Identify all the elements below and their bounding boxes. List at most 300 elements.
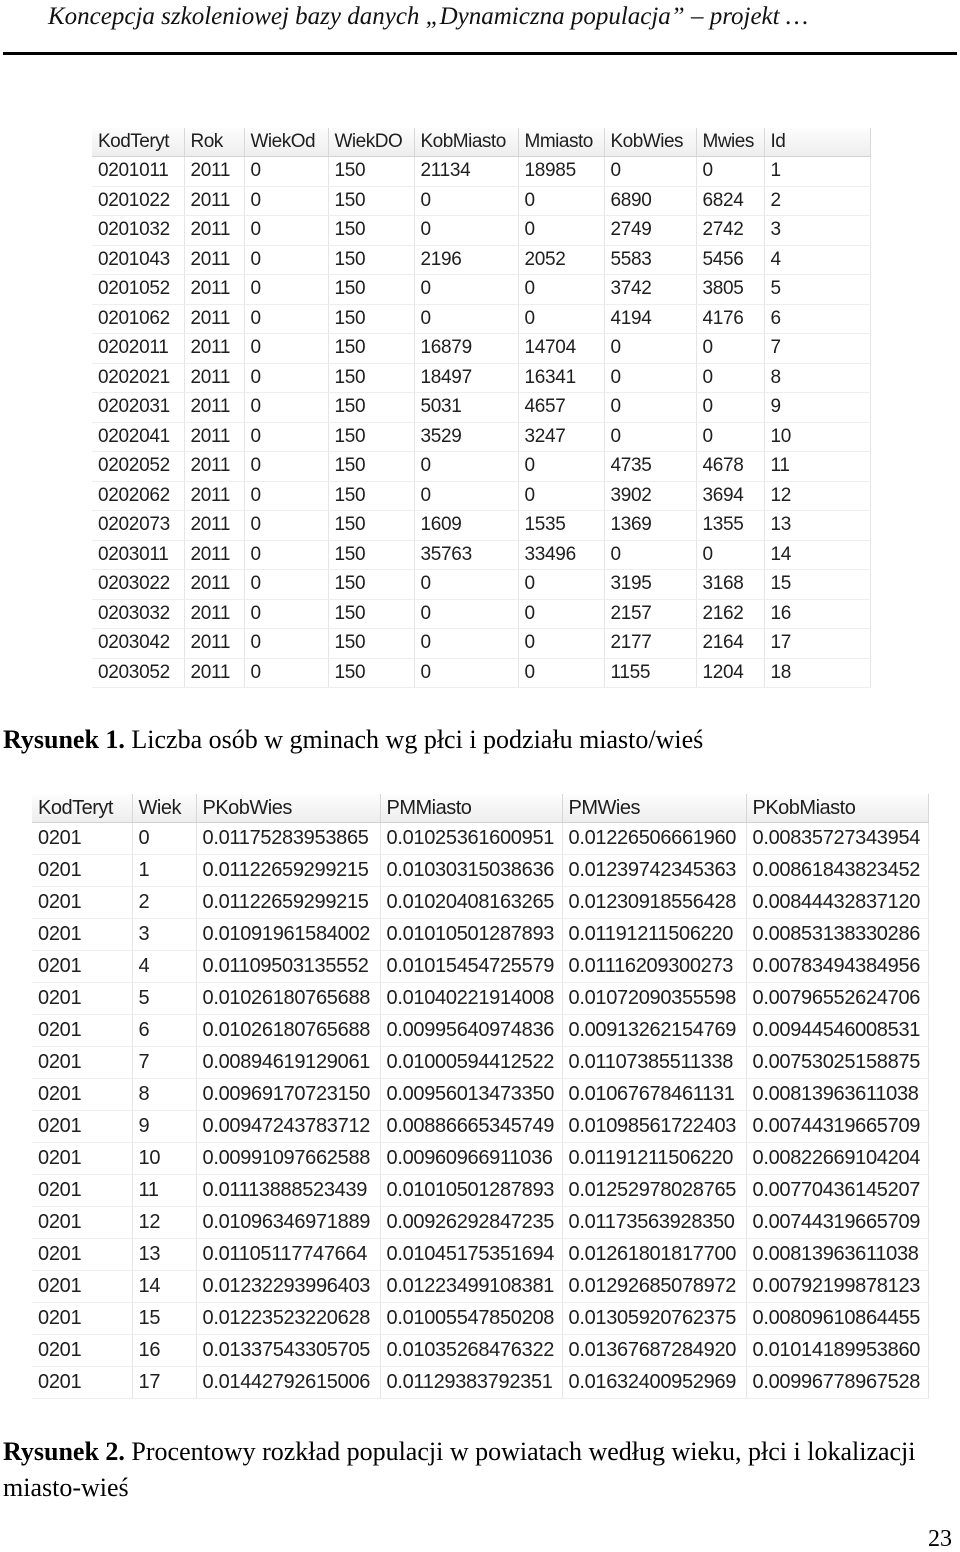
table-cell[interactable]: 0.00853138330286 xyxy=(746,919,928,951)
table-cell[interactable]: 0 xyxy=(604,540,696,570)
table-cell[interactable]: 0 xyxy=(604,393,696,423)
table-cell[interactable]: 0.01010501287893 xyxy=(380,919,562,951)
table-cell[interactable]: 0 xyxy=(518,599,604,629)
table-cell[interactable]: 0.00744319665709 xyxy=(746,1111,928,1143)
table-cell[interactable]: 0 xyxy=(696,363,764,393)
table-row[interactable] xyxy=(32,919,928,951)
table-cell[interactable]: 0.00822669104204 xyxy=(746,1143,928,1175)
table-cell[interactable]: 150 xyxy=(328,629,414,659)
table-cell[interactable]: 0.01129383792351 xyxy=(380,1367,562,1399)
table-cell[interactable]: 3247 xyxy=(518,422,604,452)
table-row[interactable] xyxy=(92,216,870,246)
table-cell[interactable]: 0 xyxy=(414,629,518,659)
table-cell[interactable]: 0 xyxy=(244,334,328,364)
table-cell[interactable]: 0.01045175351694 xyxy=(380,1239,562,1271)
table-cell[interactable]: 0202031 xyxy=(92,393,184,423)
table-cell[interactable]: 0.00926292847235 xyxy=(380,1207,562,1239)
table-cell[interactable]: 16 xyxy=(764,599,870,629)
table-cell[interactable]: 0 xyxy=(518,570,604,600)
table-cell[interactable]: 0 xyxy=(414,452,518,482)
table-cell[interactable]: 6824 xyxy=(696,186,764,216)
table-cell[interactable]: 17 xyxy=(764,629,870,659)
table-cell[interactable]: 2011 xyxy=(184,422,244,452)
table-cell[interactable]: 0201 xyxy=(32,919,132,951)
table-row[interactable] xyxy=(32,1047,928,1079)
table-cell[interactable]: 0.01239742345363 xyxy=(562,855,746,887)
table-row[interactable] xyxy=(92,334,870,364)
table-cell[interactable]: 0202021 xyxy=(92,363,184,393)
table-cell[interactable]: 4194 xyxy=(604,304,696,334)
table-cell[interactable]: 150 xyxy=(328,599,414,629)
table-cell[interactable]: 0.01367687284920 xyxy=(562,1335,746,1367)
table-cell[interactable]: 150 xyxy=(328,363,414,393)
table-cell[interactable]: 3168 xyxy=(696,570,764,600)
table-cell[interactable]: 18 xyxy=(764,658,870,688)
table-cell[interactable]: 0 xyxy=(604,422,696,452)
table-cell[interactable]: 0 xyxy=(244,304,328,334)
table-cell[interactable]: 18985 xyxy=(518,157,604,187)
table-cell[interactable]: 150 xyxy=(328,540,414,570)
column-header[interactable]: KobWies xyxy=(604,128,696,157)
table-cell[interactable]: 0.01226506661960 xyxy=(562,823,746,855)
table-cell[interactable]: 0.01232293996403 xyxy=(196,1271,380,1303)
table-cell[interactable]: 0 xyxy=(518,481,604,511)
table-cell[interactable]: 9 xyxy=(764,393,870,423)
table-cell[interactable]: 0.00913262154769 xyxy=(562,1015,746,1047)
table-cell[interactable]: 150 xyxy=(328,393,414,423)
table-cell[interactable]: 0 xyxy=(244,599,328,629)
table-cell[interactable]: 0 xyxy=(696,540,764,570)
table-cell[interactable]: 10 xyxy=(764,422,870,452)
table-cell[interactable]: 0201 xyxy=(32,1271,132,1303)
table-cell[interactable]: 2011 xyxy=(184,157,244,187)
table-cell[interactable]: 0201 xyxy=(32,1335,132,1367)
column-header[interactable]: WiekOd xyxy=(244,128,328,157)
table-cell[interactable]: 0202041 xyxy=(92,422,184,452)
table-cell[interactable]: 0.01000594412522 xyxy=(380,1047,562,1079)
table-cell[interactable]: 0.00813963611038 xyxy=(746,1239,928,1271)
table-cell[interactable]: 0201043 xyxy=(92,245,184,275)
table-row[interactable] xyxy=(32,1079,928,1111)
table-cell[interactable]: 4 xyxy=(132,951,196,983)
table-row[interactable] xyxy=(92,186,870,216)
table-row[interactable] xyxy=(32,1175,928,1207)
table-cell[interactable]: 5031 xyxy=(414,393,518,423)
table-cell[interactable]: 14704 xyxy=(518,334,604,364)
table-cell[interactable]: 0.01223523220628 xyxy=(196,1303,380,1335)
table-cell[interactable]: 0.01026180765688 xyxy=(196,983,380,1015)
table-cell[interactable]: 0 xyxy=(244,540,328,570)
table-cell[interactable]: 0 xyxy=(696,157,764,187)
table-row[interactable] xyxy=(32,855,928,887)
table-cell[interactable]: 4735 xyxy=(604,452,696,482)
table-row[interactable] xyxy=(92,570,870,600)
table-cell[interactable]: 0.01010501287893 xyxy=(380,1175,562,1207)
table-cell[interactable]: 12 xyxy=(764,481,870,511)
table-cell[interactable]: 3 xyxy=(764,216,870,246)
table-cell[interactable]: 2011 xyxy=(184,216,244,246)
table-cell[interactable]: 6890 xyxy=(604,186,696,216)
table-cell[interactable]: 5456 xyxy=(696,245,764,275)
table-cell[interactable]: 0.00944546008531 xyxy=(746,1015,928,1047)
table-cell[interactable]: 5583 xyxy=(604,245,696,275)
table-cell[interactable]: 6 xyxy=(132,1015,196,1047)
table-cell[interactable]: 0.01116209300273 xyxy=(562,951,746,983)
table-cell[interactable]: 2011 xyxy=(184,363,244,393)
table-cell[interactable]: 0.01040221914008 xyxy=(380,983,562,1015)
table-cell[interactable]: 3195 xyxy=(604,570,696,600)
table-cell[interactable]: 10 xyxy=(132,1143,196,1175)
column-header[interactable]: WiekDO xyxy=(328,128,414,157)
table-cell[interactable]: 0 xyxy=(244,481,328,511)
table-row[interactable] xyxy=(92,511,870,541)
table-cell[interactable]: 3694 xyxy=(696,481,764,511)
table-cell[interactable]: 0.00809610864455 xyxy=(746,1303,928,1335)
table-cell[interactable]: 15 xyxy=(764,570,870,600)
table-cell[interactable]: 0201 xyxy=(32,823,132,855)
table-cell[interactable]: 0203032 xyxy=(92,599,184,629)
table-cell[interactable]: 0201032 xyxy=(92,216,184,246)
table-cell[interactable]: 0.00792199878123 xyxy=(746,1271,928,1303)
table-cell[interactable]: 8 xyxy=(132,1079,196,1111)
table-cell[interactable]: 16879 xyxy=(414,334,518,364)
table-cell[interactable]: 0 xyxy=(518,275,604,305)
table-cell[interactable]: 2157 xyxy=(604,599,696,629)
table-cell[interactable]: 2011 xyxy=(184,658,244,688)
table-cell[interactable]: 0 xyxy=(518,304,604,334)
table-cell[interactable]: 2011 xyxy=(184,452,244,482)
table-row[interactable] xyxy=(32,1367,928,1399)
table-cell[interactable]: 0.01442792615006 xyxy=(196,1367,380,1399)
table-cell[interactable]: 0.01030315038636 xyxy=(380,855,562,887)
table-row[interactable] xyxy=(32,1271,928,1303)
table-row[interactable] xyxy=(32,1239,928,1271)
table-cell[interactable]: 150 xyxy=(328,275,414,305)
table-row[interactable] xyxy=(32,1143,928,1175)
table-cell[interactable]: 18497 xyxy=(414,363,518,393)
table-cell[interactable]: 0202011 xyxy=(92,334,184,364)
table-cell[interactable]: 2164 xyxy=(696,629,764,659)
table-cell[interactable]: 0203052 xyxy=(92,658,184,688)
table-cell[interactable]: 2011 xyxy=(184,599,244,629)
table-cell[interactable]: 150 xyxy=(328,304,414,334)
column-header[interactable]: KodTeryt xyxy=(92,128,184,157)
table-cell[interactable]: 0.00753025158875 xyxy=(746,1047,928,1079)
table-cell[interactable]: 2011 xyxy=(184,186,244,216)
table-cell[interactable]: 15 xyxy=(132,1303,196,1335)
table-cell[interactable]: 0 xyxy=(414,599,518,629)
table-cell[interactable]: 0 xyxy=(244,245,328,275)
table-cell[interactable]: 0.01261801817700 xyxy=(562,1239,746,1271)
table-cell[interactable]: 0 xyxy=(696,393,764,423)
table-cell[interactable]: 0.00861843823452 xyxy=(746,855,928,887)
table-row[interactable] xyxy=(32,1111,928,1143)
table-cell[interactable]: 0203011 xyxy=(92,540,184,570)
table-cell[interactable]: 0.00996778967528 xyxy=(746,1367,928,1399)
table-cell[interactable]: 0201 xyxy=(32,983,132,1015)
table-row[interactable] xyxy=(92,629,870,659)
table-cell[interactable]: 0.01096346971889 xyxy=(196,1207,380,1239)
table-cell[interactable]: 0.01107385511338 xyxy=(562,1047,746,1079)
table-cell[interactable]: 0.01035268476322 xyxy=(380,1335,562,1367)
table-cell[interactable]: 0201 xyxy=(32,1111,132,1143)
table-cell[interactable]: 0.01015454725579 xyxy=(380,951,562,983)
table-cell[interactable]: 0 xyxy=(518,658,604,688)
table-cell[interactable]: 0 xyxy=(414,481,518,511)
table-cell[interactable]: 2177 xyxy=(604,629,696,659)
table-cell[interactable]: 0 xyxy=(414,275,518,305)
table-cell[interactable]: 0 xyxy=(518,216,604,246)
table-cell[interactable]: 0.01632400952969 xyxy=(562,1367,746,1399)
table-cell[interactable]: 2011 xyxy=(184,304,244,334)
table-cell[interactable]: 12 xyxy=(132,1207,196,1239)
table-cell[interactable]: 0.00969170723150 xyxy=(196,1079,380,1111)
table-cell[interactable]: 0.01014189953860 xyxy=(746,1335,928,1367)
table-cell[interactable]: 13 xyxy=(132,1239,196,1271)
table-cell[interactable]: 0201052 xyxy=(92,275,184,305)
table-cell[interactable]: 0 xyxy=(244,275,328,305)
table-cell[interactable]: 0 xyxy=(604,157,696,187)
table-cell[interactable]: 0201 xyxy=(32,1079,132,1111)
table-cell[interactable]: 0 xyxy=(244,186,328,216)
table-cell[interactable]: 150 xyxy=(328,570,414,600)
table-cell[interactable]: 150 xyxy=(328,511,414,541)
table-cell[interactable]: 0.00813963611038 xyxy=(746,1079,928,1111)
table-cell[interactable]: 0201 xyxy=(32,1239,132,1271)
table-cell[interactable]: 150 xyxy=(328,452,414,482)
table-cell[interactable]: 0.00947243783712 xyxy=(196,1111,380,1143)
table-cell[interactable]: 0.00995640974836 xyxy=(380,1015,562,1047)
table-cell[interactable]: 0.01067678461131 xyxy=(562,1079,746,1111)
table-cell[interactable]: 0 xyxy=(244,570,328,600)
table-cell[interactable]: 0.00744319665709 xyxy=(746,1207,928,1239)
table-row[interactable] xyxy=(92,452,870,482)
table-cell[interactable]: 0 xyxy=(696,422,764,452)
table-cell[interactable]: 0.01122659299215 xyxy=(196,855,380,887)
table-cell[interactable]: 0.01292685078972 xyxy=(562,1271,746,1303)
table-cell[interactable]: 0 xyxy=(244,452,328,482)
table-cell[interactable]: 0.00796552624706 xyxy=(746,983,928,1015)
table-cell[interactable]: 2196 xyxy=(414,245,518,275)
table-row[interactable] xyxy=(32,951,928,983)
table-cell[interactable]: 150 xyxy=(328,658,414,688)
table-cell[interactable]: 0201 xyxy=(32,1303,132,1335)
table-row[interactable] xyxy=(92,540,870,570)
column-header[interactable]: PKobWies xyxy=(196,794,380,823)
table-cell[interactable]: 2742 xyxy=(696,216,764,246)
table-cell[interactable]: 0 xyxy=(244,658,328,688)
table-cell[interactable]: 0 xyxy=(518,186,604,216)
column-header[interactable]: Mwies xyxy=(696,128,764,157)
table-cell[interactable]: 0.01230918556428 xyxy=(562,887,746,919)
table-cell[interactable]: 0 xyxy=(132,823,196,855)
table-cell[interactable]: 0 xyxy=(244,393,328,423)
table-row[interactable] xyxy=(92,363,870,393)
table-cell[interactable]: 0202052 xyxy=(92,452,184,482)
table-cell[interactable]: 0.00835727343954 xyxy=(746,823,928,855)
table-cell[interactable]: 0201 xyxy=(32,887,132,919)
column-header[interactable]: Rok xyxy=(184,128,244,157)
table-row[interactable] xyxy=(92,422,870,452)
table-cell[interactable]: 0201 xyxy=(32,1367,132,1399)
table-cell[interactable]: 13 xyxy=(764,511,870,541)
table-row[interactable] xyxy=(92,658,870,688)
table-cell[interactable]: 0 xyxy=(414,186,518,216)
table-cell[interactable]: 0.01191211506220 xyxy=(562,1143,746,1175)
table-cell[interactable]: 1355 xyxy=(696,511,764,541)
table-row[interactable] xyxy=(92,481,870,511)
table-cell[interactable]: 0.01305920762375 xyxy=(562,1303,746,1335)
table-cell[interactable]: 0.01175283953865 xyxy=(196,823,380,855)
table-cell[interactable]: 11 xyxy=(764,452,870,482)
table-cell[interactable]: 8 xyxy=(764,363,870,393)
table-cell[interactable]: 4657 xyxy=(518,393,604,423)
table-cell[interactable]: 150 xyxy=(328,245,414,275)
table-cell[interactable]: 0.01191211506220 xyxy=(562,919,746,951)
table-cell[interactable]: 2052 xyxy=(518,245,604,275)
table-cell[interactable]: 2011 xyxy=(184,629,244,659)
table-cell[interactable]: 0201 xyxy=(32,855,132,887)
table-cell[interactable]: 4176 xyxy=(696,304,764,334)
table-cell[interactable]: 1609 xyxy=(414,511,518,541)
table-cell[interactable]: 0203042 xyxy=(92,629,184,659)
table-cell[interactable]: 0 xyxy=(244,157,328,187)
table-cell[interactable]: 0201022 xyxy=(92,186,184,216)
table-cell[interactable]: 0.01122659299215 xyxy=(196,887,380,919)
table-cell[interactable]: 1 xyxy=(132,855,196,887)
table-cell[interactable]: 0.00894619129061 xyxy=(196,1047,380,1079)
table-cell[interactable]: 0.01026180765688 xyxy=(196,1015,380,1047)
table-cell[interactable]: 0 xyxy=(414,216,518,246)
table-row[interactable] xyxy=(92,275,870,305)
table-cell[interactable]: 0 xyxy=(244,363,328,393)
table-cell[interactable]: 0201011 xyxy=(92,157,184,187)
table-cell[interactable]: 0.01223499108381 xyxy=(380,1271,562,1303)
table-cell[interactable]: 0.01072090355598 xyxy=(562,983,746,1015)
column-header[interactable]: Wiek xyxy=(132,794,196,823)
column-header[interactable]: PMWies xyxy=(562,794,746,823)
column-header[interactable]: PKobMiasto xyxy=(746,794,928,823)
table-row[interactable] xyxy=(92,599,870,629)
table-cell[interactable]: 35763 xyxy=(414,540,518,570)
table-cell[interactable]: 0.01113888523439 xyxy=(196,1175,380,1207)
table-cell[interactable]: 1 xyxy=(764,157,870,187)
table-cell[interactable]: 0203022 xyxy=(92,570,184,600)
table-cell[interactable]: 150 xyxy=(328,157,414,187)
table-cell[interactable]: 9 xyxy=(132,1111,196,1143)
table-cell[interactable]: 14 xyxy=(132,1271,196,1303)
table-cell[interactable]: 150 xyxy=(328,186,414,216)
table-cell[interactable]: 3902 xyxy=(604,481,696,511)
table-cell[interactable]: 3805 xyxy=(696,275,764,305)
table-cell[interactable]: 2011 xyxy=(184,393,244,423)
table-row[interactable] xyxy=(32,1335,928,1367)
table-cell[interactable]: 1369 xyxy=(604,511,696,541)
table-row[interactable] xyxy=(32,1207,928,1239)
table-row[interactable] xyxy=(32,983,928,1015)
table-row[interactable] xyxy=(32,1015,928,1047)
table-row[interactable] xyxy=(32,887,928,919)
table-cell[interactable]: 0 xyxy=(604,334,696,364)
table-cell[interactable]: 0.00783494384956 xyxy=(746,951,928,983)
table-cell[interactable]: 150 xyxy=(328,216,414,246)
table-cell[interactable]: 2 xyxy=(132,887,196,919)
table-cell[interactable]: 0.01098561722403 xyxy=(562,1111,746,1143)
table-cell[interactable]: 0201 xyxy=(32,1175,132,1207)
table-cell[interactable]: 0.00886665345749 xyxy=(380,1111,562,1143)
table-cell[interactable]: 2162 xyxy=(696,599,764,629)
table-cell[interactable]: 0 xyxy=(518,629,604,659)
table-cell[interactable]: 0 xyxy=(414,570,518,600)
table-cell[interactable]: 14 xyxy=(764,540,870,570)
table-cell[interactable]: 2011 xyxy=(184,540,244,570)
table-cell[interactable]: 2011 xyxy=(184,245,244,275)
table-cell[interactable]: 0 xyxy=(244,422,328,452)
table-cell[interactable]: 1155 xyxy=(604,658,696,688)
table-cell[interactable]: 0 xyxy=(244,629,328,659)
table-cell[interactable]: 150 xyxy=(328,481,414,511)
column-header[interactable]: Id xyxy=(764,128,870,157)
table-cell[interactable]: 6 xyxy=(764,304,870,334)
table-cell[interactable]: 3 xyxy=(132,919,196,951)
table-cell[interactable]: 4 xyxy=(764,245,870,275)
table-cell[interactable]: 2011 xyxy=(184,481,244,511)
table-row[interactable] xyxy=(32,1303,928,1335)
column-header[interactable]: KobMiasto xyxy=(414,128,518,157)
table-cell[interactable]: 33496 xyxy=(518,540,604,570)
table-cell[interactable]: 0.00991097662588 xyxy=(196,1143,380,1175)
table-cell[interactable]: 3742 xyxy=(604,275,696,305)
table-cell[interactable]: 0.01337543305705 xyxy=(196,1335,380,1367)
table-cell[interactable]: 2011 xyxy=(184,511,244,541)
table-cell[interactable]: 0201 xyxy=(32,1015,132,1047)
table-cell[interactable]: 3529 xyxy=(414,422,518,452)
table-cell[interactable]: 0.01025361600951 xyxy=(380,823,562,855)
table-cell[interactable]: 16 xyxy=(132,1335,196,1367)
table-cell[interactable]: 0 xyxy=(244,216,328,246)
table-cell[interactable]: 21134 xyxy=(414,157,518,187)
column-header[interactable]: KodTeryt xyxy=(32,794,132,823)
table-cell[interactable]: 5 xyxy=(132,983,196,1015)
table-cell[interactable]: 0 xyxy=(414,304,518,334)
table-row[interactable] xyxy=(92,157,870,187)
table-cell[interactable]: 0.01109503135552 xyxy=(196,951,380,983)
table-row[interactable] xyxy=(92,304,870,334)
table-cell[interactable]: 0.01005547850208 xyxy=(380,1303,562,1335)
table-row[interactable] xyxy=(92,393,870,423)
table-cell[interactable]: 1204 xyxy=(696,658,764,688)
table-cell[interactable]: 0.01252978028765 xyxy=(562,1175,746,1207)
table-cell[interactable]: 0201 xyxy=(32,1207,132,1239)
table-cell[interactable]: 0 xyxy=(518,452,604,482)
table-cell[interactable]: 2011 xyxy=(184,334,244,364)
table-cell[interactable]: 150 xyxy=(328,422,414,452)
table-cell[interactable]: 0201062 xyxy=(92,304,184,334)
table-row[interactable] xyxy=(92,245,870,275)
table-cell[interactable]: 16341 xyxy=(518,363,604,393)
table-cell[interactable]: 0.00844432837120 xyxy=(746,887,928,919)
table-cell[interactable]: 17 xyxy=(132,1367,196,1399)
table-cell[interactable]: 0.01173563928350 xyxy=(562,1207,746,1239)
table-cell[interactable]: 0202073 xyxy=(92,511,184,541)
table-cell[interactable]: 2011 xyxy=(184,570,244,600)
table-cell[interactable]: 150 xyxy=(328,334,414,364)
table-cell[interactable]: 7 xyxy=(132,1047,196,1079)
column-header[interactable]: Mmiasto xyxy=(518,128,604,157)
table-cell[interactable]: 2749 xyxy=(604,216,696,246)
table-cell[interactable]: 0.00960966911036 xyxy=(380,1143,562,1175)
table-cell[interactable]: 0 xyxy=(414,658,518,688)
